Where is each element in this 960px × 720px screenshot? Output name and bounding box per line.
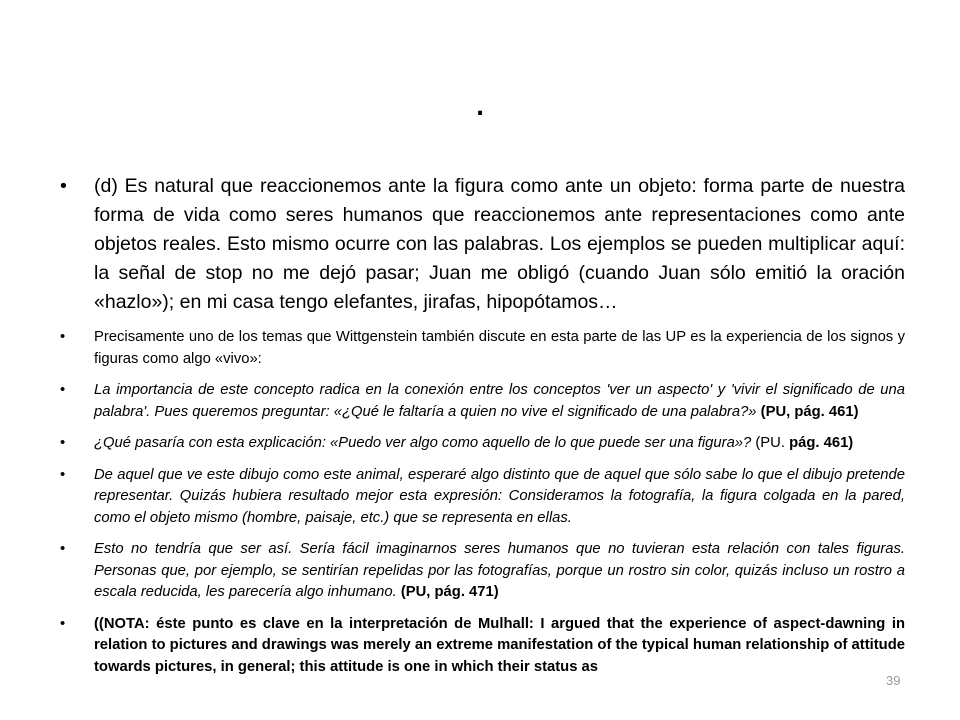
quote-text: La importancia de este concepto radica en la conexión entre los conceptos 'ver un aspecto' y 'vivir el significado de una palabra'. Pues queremos preguntar: «¿Qué le faltaría a quien no vive el significado de una palabra?» [94, 382, 905, 420]
bullet-item [60, 327, 905, 370]
bullet-marker: • [60, 329, 66, 345]
bullet-item [60, 172, 905, 317]
quote-text: ¿Qué pasaría con esta explicación: «Puedo ver algo como aquello de lo que puede ser una figura»? [94, 435, 752, 451]
bullet-item [60, 539, 905, 604]
bullet-marker: • [60, 382, 66, 398]
bullet-marker: • [60, 435, 66, 451]
bullet-list [60, 172, 905, 678]
bullet-item [60, 380, 905, 423]
citation: (PU, pág. 461) [760, 403, 859, 420]
bullet-item [60, 433, 905, 455]
note-text: ((NOTA: éste punto es clave en la interpretación de Mulhall: I argued that the experience of aspect-dawning in relation to pictures and drawings was merely an extreme manifestation of the typical human relationship of attitude towards pictures, in general; this attitude is one in which their status as [94, 615, 905, 675]
bullet-item [60, 614, 905, 679]
bullet-marker: • [60, 615, 66, 632]
citation-prefix: (PU. [751, 435, 790, 451]
slide-title: . [474, 80, 486, 124]
bullet-item [60, 465, 905, 530]
quote-text: Esto no tendría que ser así. Sería fácil imaginarnos seres humanos que no tuvieran esta relación con tales figuras. Personas que, por ejemplo, se sentirían repelidas por las fotografías, porque un rostro sin color, quizás incluso un rostro a escala reducida, les parecería algo inhumano. [94, 541, 905, 600]
bullet-marker: • [60, 541, 66, 557]
bullet-text: (d) Es natural que reaccionemos ante la figura como ante un objeto: forma parte de nuestra forma de vida como seres humanos que reaccionemos ante representaciones como ante objetos reales. Esto mismo ocurre con las palabras. Los ejemplos se pueden multiplicar aquí: la señal de stop no me dejó pasar; Juan me obligó (cuando Juan sólo emitió la oración «hazlo»); en mi casa tengo elefantes, jirafas, hipopótamos… [94, 175, 905, 313]
bullet-text: Precisamente uno de los temas que Wittgenstein también discute en esta parte de las UP es la experiencia de los signos y figuras como algo «vivo»: [94, 329, 905, 367]
slide-content [60, 172, 905, 678]
bullet-marker: • [60, 466, 66, 483]
quote-text: De aquel que ve este dibujo como este animal, esperaré algo distinto que de aquel que sólo sabe lo que el dibujo pretende representar. Quizás hubiera resultado mejor esta expresión: Consideramos la fotografía, la figura colgada en la pared, como el objeto mismo (hombre, paisaje, etc.) que se representa en ellas. [94, 466, 905, 526]
page-number: 39 [886, 673, 901, 688]
citation: (PU, pág. 471) [400, 584, 499, 600]
citation: pág. 461) [789, 435, 854, 451]
bullet-marker: • [60, 175, 67, 197]
